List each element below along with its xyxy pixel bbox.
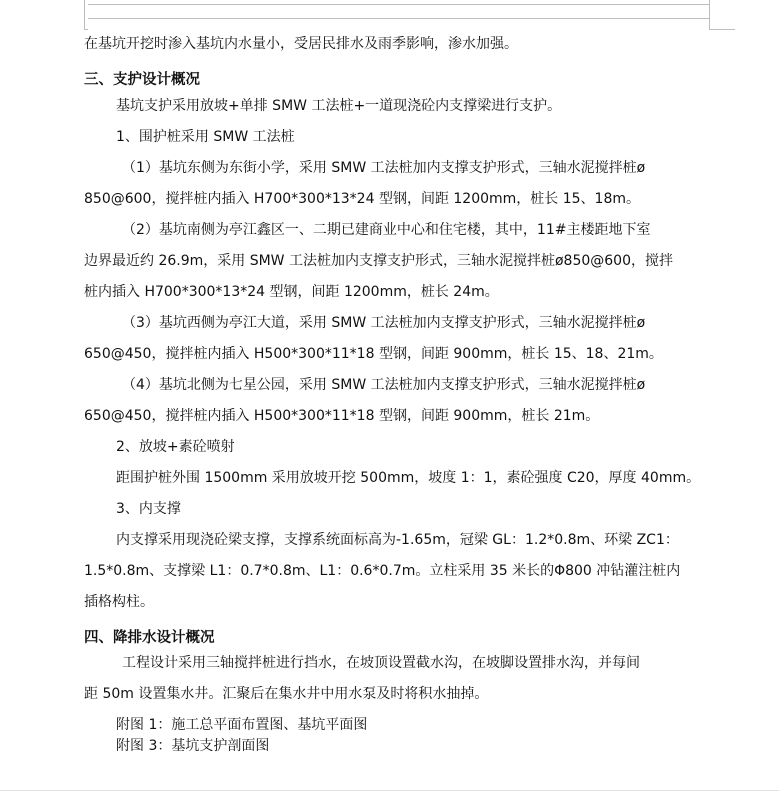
body-text-line: 桩内插入 H700*300*13*24 型钢，间距 1200mm，桩长 24m。 [84, 284, 499, 300]
body-text-line: 内支撑采用现浇砼梁支撑，支撑系统面标高为-1.65m，冠梁 GL：1.2*0.8m、环梁 ZC1： [116, 532, 679, 548]
corner-mark-top-left [84, 0, 85, 30]
body-text-line: 1.5*0.8m、支撑梁 L1：0.7*0.8m、L1：0.6*0.7m。立柱采用 35 米长的Φ800 冲钻灌注桩内 [84, 563, 681, 579]
subheading-slope-shotcrete: 2、放坡+素砼喷射 [116, 439, 235, 455]
section-heading-support: 三、支护设计概况 [84, 72, 200, 88]
attachment-line: 附图 1：施工总平面布置图、基坑平面图 [116, 717, 368, 733]
body-text-line: 工程设计采用三轴搅拌桩进行挡水，在坡顶设置截水沟，在坡脚设置排水沟，并每间 [122, 655, 640, 671]
body-text-line: （2）基坑南侧为亭江鑫区一、二期已建商业中心和住宅楼，其中，11#主楼距地下室 [122, 222, 651, 238]
body-text-line: （4）基坑北侧为七星公园，采用 SMW 工法桩加内支撑支护形式，三轴水泥搅拌桩ø [122, 377, 646, 393]
body-text-line: （1）基坑东侧为东街小学，采用 SMW 工法桩加内支撑支护形式，三轴水泥搅拌桩ø [122, 160, 646, 176]
body-text-line: 在基坑开挖时渗入基坑内水量小，受居民排水及雨季影响，渗水加强。 [84, 36, 518, 52]
section-heading-dewatering: 四、降排水设计概况 [84, 630, 215, 646]
body-text-line: 650@450，搅拌桩内插入 H500*300*11*18 型钢，间距 900mm，桩长 21m。 [84, 408, 600, 424]
body-text-line: 距 50m 设置集水井。汇聚后在集水井中用水泵及时将积水抽掉。 [84, 686, 489, 702]
body-text-line: 850@600，搅拌桩内插入 H700*300*13*24 型钢，间距 1200mm，桩长 15、18m。 [84, 191, 641, 207]
corner-mark-top-left-horizontal [84, 29, 88, 30]
attachment-line: 附图 3：基坑支护剖面图 [116, 738, 270, 754]
subheading-internal-support: 3、内支撑 [116, 501, 181, 517]
page-bottom-edge [0, 790, 779, 791]
subheading-smw-pile: 1、围护桩采用 SMW 工法桩 [116, 129, 295, 145]
header-rule-bottom [88, 18, 710, 19]
body-text-line: 插格构柱。 [84, 594, 154, 610]
header-rule-top [88, 4, 710, 5]
body-text-line: 边界最近约 26.9m，采用 SMW 工法桩加内支撑支护形式，三轴水泥搅拌桩ø850@600，搅拌 [84, 253, 673, 269]
corner-mark-top-right [709, 0, 710, 30]
body-text-line: （3）基坑西侧为亭江大道，采用 SMW 工法桩加内支撑支护形式，三轴水泥搅拌桩ø [122, 315, 646, 331]
body-text-line: 距围护桩外围 1500mm 采用放坡开挖 500mm，坡度 1：1，素砼强度 C20，厚度 40mm。 [116, 470, 701, 486]
corner-mark-top-right-horizontal [709, 29, 735, 30]
body-text-line: 基坑支护采用放坡+单排 SMW 工法桩+一道现浇砼内支撑梁进行支护。 [116, 98, 562, 114]
body-text-line: 650@450，搅拌桩内插入 H500*300*11*18 型钢，间距 900mm，桩长 15、18、21m。 [84, 346, 663, 362]
